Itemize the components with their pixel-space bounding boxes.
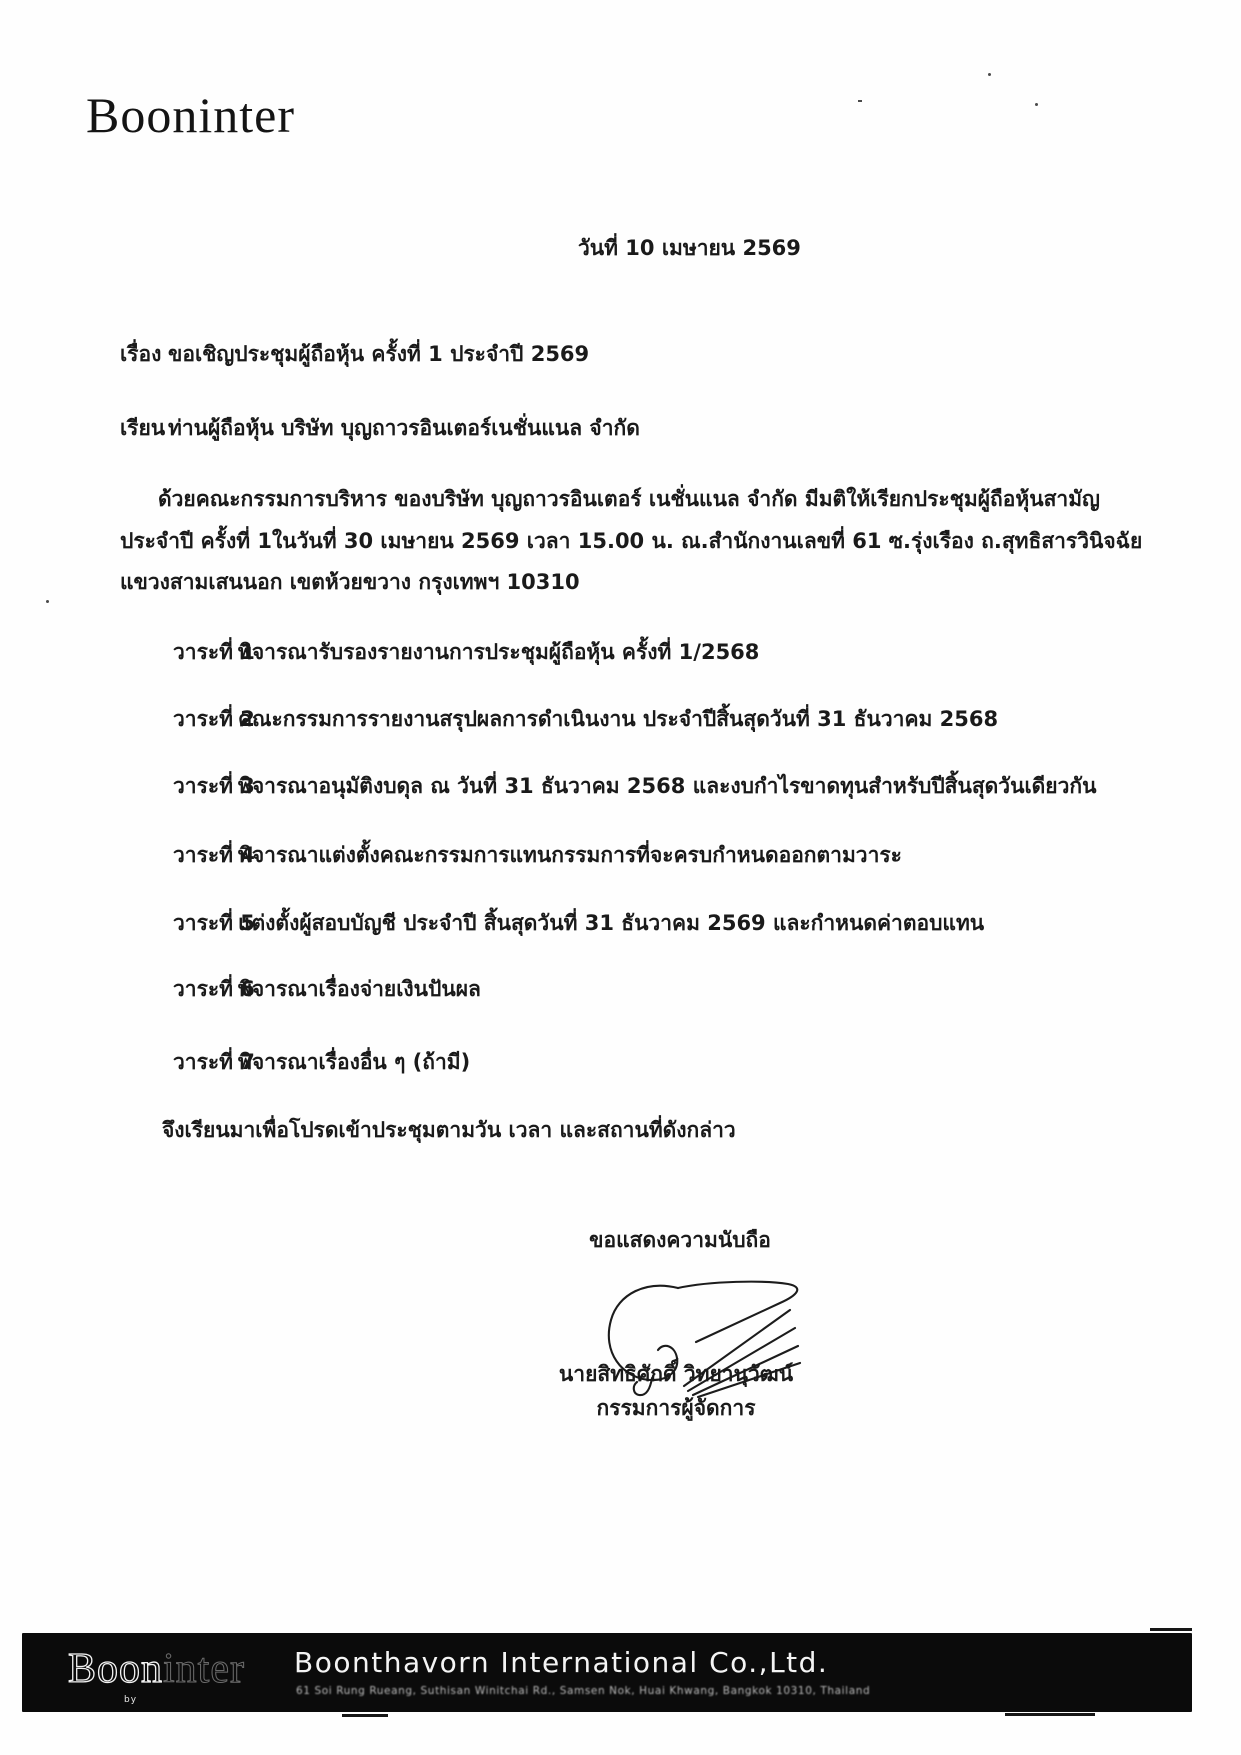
body-line: ด้วยคณะกรรมการบริหาร ของบริษัท บุญถาวรอินเตอร์ เนชั่นแนล จำกัด มีมติให้เรียกประชุมผู้ถือหุ้นสามัญ: [158, 487, 1100, 511]
agenda-text: พิจารณาเรื่องอื่น ๆ (ถ้ามี): [238, 1050, 471, 1074]
agenda-item-4: [173, 839, 902, 872]
body-line: ประจำปี ครั้งที่ 1ในวันที่ 30 เมษายน 2569 เวลา 15.00 น. ณ.สำนักงานเลขที่ 61 ซ.รุ่งเรือง ถ.สุทธิสารวินิจฉัย: [120, 528, 1143, 553]
agenda-label: วาระที่ 2: [173, 707, 255, 731]
signer-title: กรรมการผู้จัดการ: [596, 1396, 756, 1420]
body-line: แขวงสามเสนนอก เขตห้วยขวาง กรุงเทพฯ 10310: [120, 570, 580, 594]
subject-label: เรื่อง: [120, 342, 162, 366]
agenda-item-3: [173, 770, 1096, 803]
footer-bar: [22, 1633, 1192, 1712]
agenda-item-1: [173, 636, 759, 669]
agenda-text: พิจารณาแต่งตั้งคณะกรรมการแทนกรรมการที่จะครบกำหนดออกตามวาระ: [238, 843, 902, 867]
agenda-item-6: [173, 973, 481, 1006]
agenda-label: วาระที่ 6: [173, 977, 255, 1001]
agenda-text: แต่งตั้งผู้สอบบัญชี ประจำปี สิ้นสุดวันที่ 31 ธันวาคม 2569 และกำหนดค่าตอบแทน: [238, 911, 985, 935]
subject-row: [120, 338, 589, 371]
recipient-row: [120, 412, 640, 445]
agenda-item-2: [173, 703, 998, 736]
agenda-item-7: [173, 1046, 470, 1079]
footer-logo-by: by: [124, 1695, 138, 1705]
agenda-label: วาระที่ 5: [173, 911, 255, 935]
recipient-label: เรียน: [120, 416, 166, 440]
recipient-text: ท่านผู้ถือหุ้น บริษัท บุญถาวรอินเตอร์เนชั่นแนล จำกัด: [168, 416, 640, 440]
signer-name: นายสิทธิศักดิ์ วิทยานุวัฒน์: [558, 1362, 794, 1386]
scan-speck: [858, 100, 862, 102]
salutation: ขอแสดงความนับถือ: [589, 1228, 771, 1252]
agenda-label: วาระที่ 3: [173, 774, 255, 798]
scan-speck: [988, 73, 991, 76]
agenda-label: วาระที่ 7: [173, 1050, 255, 1074]
agenda-label: วาระที่ 4: [173, 843, 255, 867]
footer-logo-faint: inter: [163, 1646, 245, 1692]
scan-dash: [1005, 1713, 1095, 1716]
scan-speck: [1035, 103, 1038, 106]
agenda-text: พิจารณาอนุมัติงบดุล ณ วันที่ 31 ธันวาคม 2568 และงบกำไรขาดทุนสำหรับปีสิ้นสุดวันเดียวกัน: [238, 774, 1097, 798]
footer-company-name: Boonthavorn International Co.,Ltd.: [294, 1646, 829, 1679]
agenda-text: คณะกรรมการรายงานสรุปผลการดำเนินงาน ประจำปีสิ้นสุดวันที่ 31 ธันวาคม 2568: [238, 707, 999, 731]
scan-speck: [46, 600, 49, 603]
footer-logo-main: Boon: [68, 1646, 164, 1692]
agenda-text: พิจารณาเรื่องจ่ายเงินปันผล: [238, 977, 481, 1001]
scan-dash: [1150, 1628, 1192, 1631]
footer-logo: [68, 1645, 245, 1693]
body-paragraph: [120, 479, 1142, 604]
closing-line: จึงเรียนมาเพื่อโปรดเข้าประชุมตามวัน เวลา และสถานที่ดังกล่าว: [162, 1118, 736, 1142]
subject-text: ขอเชิญประชุมผู้ถือหุ้น ครั้งที่ 1 ประจำปี 2569: [168, 342, 590, 366]
agenda-item-5: [173, 907, 984, 940]
scan-dash: [342, 1714, 388, 1717]
date-line: วันที่ 10 เมษายน 2569: [578, 236, 801, 260]
footer-address: 61 Soi Rung Rueang, Suthisan Winitchai Rd., Samsen Nok, Huai Khwang, Bangkok 10310, Thailand: [296, 1685, 871, 1697]
agenda-text: พิจารณารับรองรายงานการประชุมผู้ถือหุ้น ครั้งที่ 1/2568: [238, 640, 760, 664]
agenda-label: วาระที่ 1: [173, 640, 255, 664]
company-logo: Booninter: [86, 87, 295, 143]
